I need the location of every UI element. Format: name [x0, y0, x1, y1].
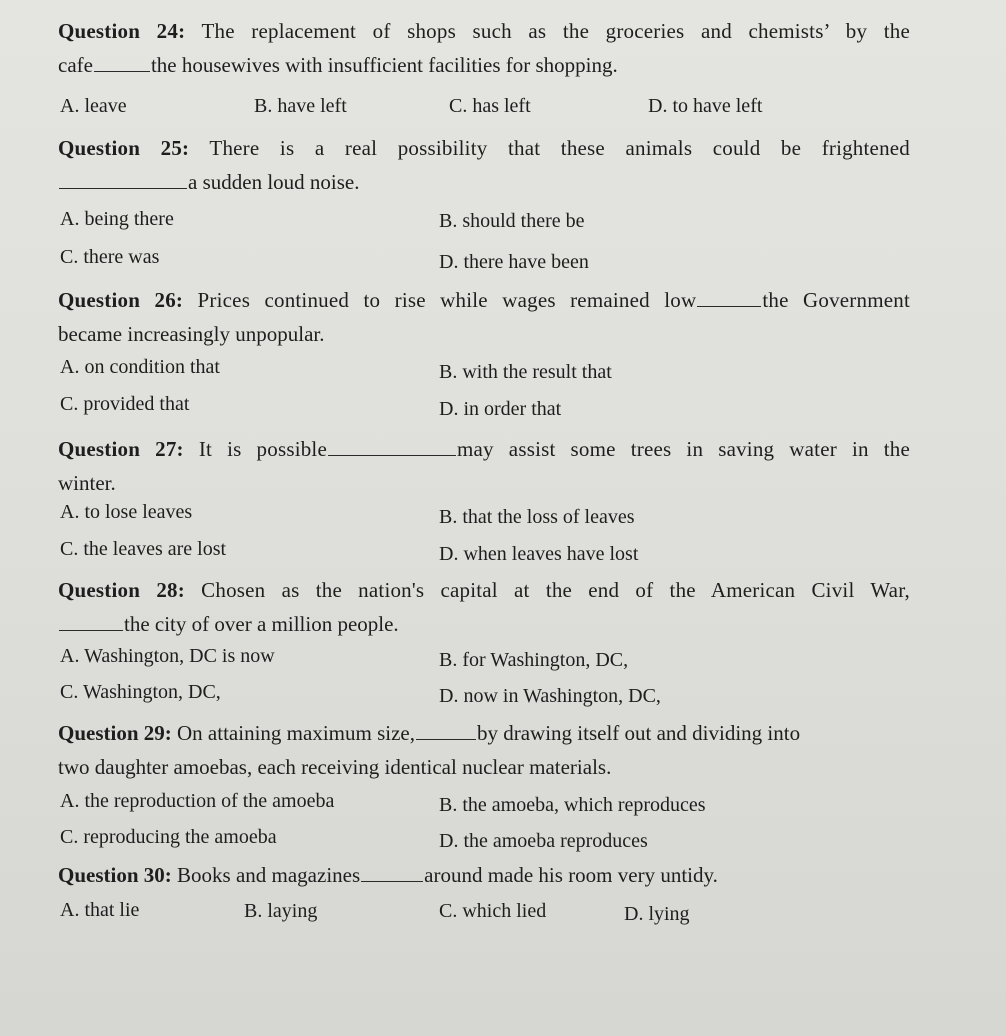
- question-text: It is possible: [198, 437, 327, 461]
- option-b: B. the amoeba, which reproduces: [439, 794, 706, 816]
- option-c: C. has left: [449, 95, 531, 117]
- question-text: the city of over a million people.: [124, 612, 399, 636]
- question-text: On attaining maximum size,: [177, 721, 415, 745]
- option-c: C. the leaves are lost: [60, 538, 227, 560]
- option-b: B. for Washington, DC,: [439, 649, 629, 671]
- question-24-line2: [58, 48, 910, 82]
- question-text: Chosen as the nation's capital at the end of the American Civil War,: [201, 578, 910, 602]
- question-text: two daughter amoebas, each receiving identical nuclear materials.: [58, 755, 612, 779]
- question-29-line1: [58, 716, 910, 750]
- question-number: Question 28:: [58, 578, 185, 602]
- option-d: D. there have been: [439, 251, 589, 273]
- option-d: D. the amoeba reproduces: [439, 830, 648, 852]
- option-c: C. which lied: [439, 900, 547, 922]
- option-c: C. reproducing the amoeba: [60, 826, 277, 848]
- option-a: A. that lie: [60, 899, 140, 921]
- question-text: The replacement of shops such as the groceries and chemists’ by the: [201, 19, 910, 43]
- question-text: a sudden loud noise.: [188, 170, 360, 194]
- option-a: A. the reproduction of the amoeba: [60, 790, 335, 812]
- question-24: [58, 14, 910, 82]
- question-text: Prices continued to rise while wages remained low: [197, 288, 697, 312]
- question-text: became increasingly unpopular.: [58, 322, 325, 346]
- question-number: Question 24:: [58, 19, 186, 43]
- option-a: A. on condition that: [60, 356, 220, 378]
- answer-blank: [59, 166, 187, 189]
- option-b: B. that the loss of leaves: [439, 506, 635, 528]
- question-30: [58, 858, 910, 892]
- question-29-line2: [58, 750, 910, 784]
- option-c: C. Washington, DC,: [60, 681, 221, 703]
- option-b: B. laying: [244, 900, 318, 922]
- answer-blank: [697, 284, 761, 307]
- question-text: may assist some trees in saving water in the: [457, 437, 910, 461]
- question-text: cafe: [58, 53, 93, 77]
- question-number: Question 25:: [58, 136, 190, 160]
- answer-blank: [59, 608, 123, 631]
- answer-blank: [416, 717, 476, 740]
- question-28: [58, 573, 910, 641]
- question-text: the housewives with insufficient facilities for shopping.: [150, 53, 618, 77]
- option-b: B. have left: [254, 95, 347, 117]
- question-text: There is a real possibility that these animals could be frightened: [209, 136, 910, 160]
- answer-blank: [361, 859, 423, 882]
- question-27-line1: [58, 432, 910, 466]
- option-d: D. to have left: [648, 95, 763, 117]
- option-c: C. provided that: [60, 393, 190, 415]
- option-a: A. leave: [60, 95, 127, 117]
- question-29: [58, 716, 910, 784]
- question-26: [58, 283, 910, 351]
- option-a: A. to lose leaves: [60, 501, 193, 523]
- option-b: B. with the result that: [439, 361, 612, 383]
- question-27: [58, 432, 910, 500]
- question-number: Question 29:: [58, 721, 172, 745]
- question-28-line2: [58, 607, 910, 641]
- question-number: Question 26:: [58, 288, 184, 312]
- question-30-line1: [58, 858, 910, 892]
- option-a: A. being there: [60, 208, 174, 230]
- option-a: A. Washington, DC is now: [60, 645, 275, 667]
- question-24-line1: [58, 14, 910, 48]
- question-28-line1: [58, 573, 910, 607]
- question-26-line1: [58, 283, 910, 317]
- option-d: D. lying: [624, 903, 690, 925]
- question-text: the Government: [762, 288, 910, 312]
- question-text: by drawing itself out and dividing into: [476, 721, 801, 745]
- question-25-line2: [58, 165, 910, 199]
- answer-blank: [94, 49, 150, 72]
- option-d: D. when leaves have lost: [439, 543, 639, 565]
- question-25: [58, 131, 910, 199]
- question-text: Books and magazines: [177, 863, 361, 887]
- question-27-line2: [58, 466, 910, 500]
- option-d: D. now in Washington, DC,: [439, 685, 661, 707]
- question-number: Question 27:: [58, 437, 184, 461]
- question-number: Question 30:: [58, 863, 172, 887]
- question-25-line1: [58, 131, 910, 165]
- question-text: winter.: [58, 471, 116, 495]
- answer-blank: [328, 433, 456, 456]
- option-c: C. there was: [60, 246, 160, 268]
- question-26-line2: [58, 317, 910, 351]
- option-d: D. in order that: [439, 398, 562, 420]
- question-text: around made his room very untidy.: [424, 863, 718, 887]
- option-b: B. should there be: [439, 210, 585, 232]
